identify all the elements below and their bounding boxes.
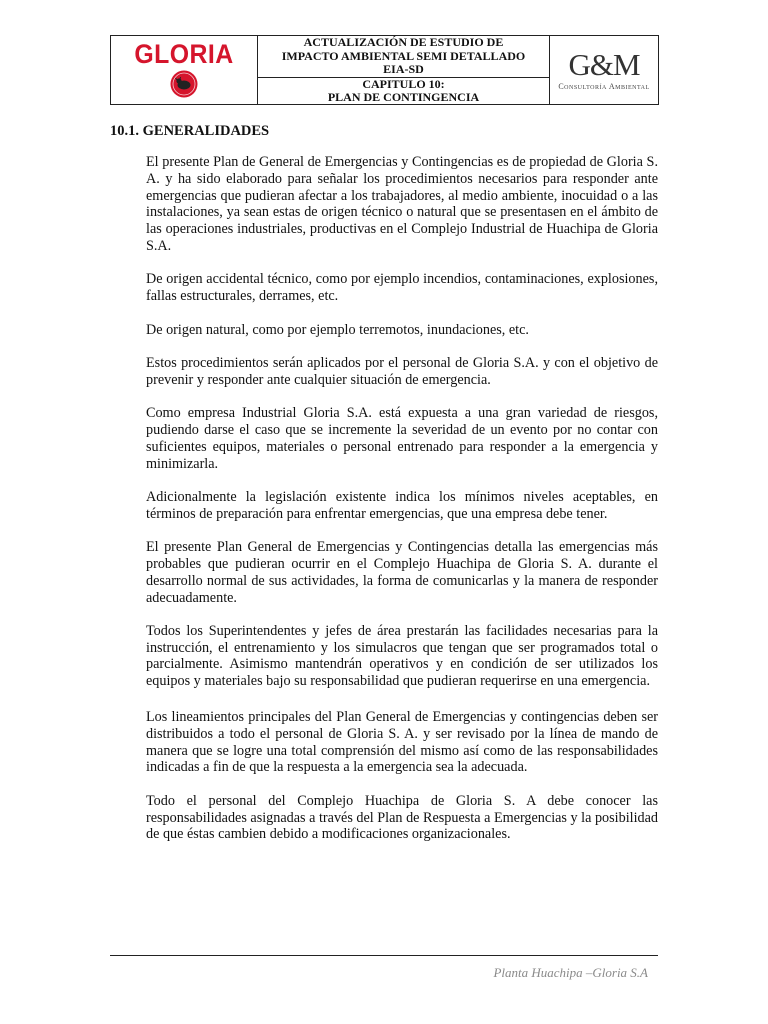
- paragraph: El presente Plan de General de Emergencias y Contingencias es de propiedad de Gloria S. A. y ha sido elaborado para señalar los procedimientos necesarios para responder ante emergencias que pudieran afectar a los trabajadores, al medio ambiente, inocuidad o a las instalaciones, ya sean estas de origen técnico o natural que se presentasen en el ámbito de las operaciones industriales, productivas en el Complejo Industrial de Huachipa de Gloria S.A.: [146, 154, 658, 254]
- section-heading: 10.1. GENERALIDADES: [110, 123, 270, 139]
- header-title-cell: [258, 36, 550, 104]
- chapter-title: [258, 78, 549, 104]
- paragraph: Todos los Superintendentes y jefes de área prestarán las facilidades necesarias para la instrucción, el entrenamiento y los simulacros que tengan que ser programados total o parcialmente. Asimismo mantendrán operativos y en condición de ser utilizados los equipos y materiales bajo su responsabilidad que pudieran requerirse en una emergencia.: [146, 622, 658, 690]
- footer-caption: Planta Huachipa –Gloria S.A: [493, 965, 648, 980]
- gloria-seal-icon: [169, 69, 199, 99]
- chapter-number: CAPITULO 10:: [362, 77, 445, 91]
- gm-wordmark: G&M: [568, 46, 640, 82]
- gloria-wordmark: GLORIA: [134, 39, 234, 69]
- paragraph: Todo el personal del Complejo Huachipa de Gloria S. A debe conocer las responsabilidades asignadas a través del Plan de Respuesta a Emergencias y la posibilidad de que éstas cambien debido a modificaciones organizacionales.: [146, 792, 658, 843]
- paragraph: Los lineamientos principales del Plan General de Emergencias y contingencias deben ser distribuidos a todo el personal de Gloria S. A. y ser revisado por la línea de mando de manera que se logre una total comprensión del mismo así como de las responsabilidades indicadas a fin de que la respuesta a la emergencia sea la adecuada.: [146, 709, 658, 776]
- study-title-line: ACTUALIZACIÓN DE ESTUDIO DE: [303, 35, 504, 50]
- chapter-name: PLAN DE CONTINGENCIA: [327, 90, 480, 104]
- gm-subtitle: Consultoría Ambiental: [558, 81, 650, 91]
- footer-divider: [110, 955, 658, 956]
- gm-logo: [550, 36, 658, 104]
- study-title-line: EIA-SD: [383, 62, 424, 77]
- study-title: [258, 36, 549, 78]
- paragraph: De origen accidental técnico, como por ejemplo incendios, contaminaciones, explosiones, fallas estructurales, derrames, etc.: [146, 271, 658, 305]
- body-content: [146, 154, 658, 860]
- paragraph: De origen natural, como por ejemplo terremotos, inundaciones, etc.: [146, 321, 529, 338]
- study-title-line: IMPACTO AMBIENTAL SEMI DETALLADO: [281, 48, 526, 63]
- document-header: [110, 35, 659, 105]
- gloria-logo: [111, 36, 258, 104]
- paragraph: Como empresa Industrial Gloria S.A. está expuesta a una gran variedad de riesgos, pudiendo darse el caso que se incremente la severidad de un evento por no contar con suficientes equipos, materiales o personal entrenado para responder a la emergencia y minimizarla.: [146, 405, 658, 472]
- paragraph: Estos procedimientos serán aplicados por el personal de Gloria S.A. y con el objetivo de prevenir y responder ante cualquier situación de emergencia.: [146, 354, 658, 388]
- paragraph: El presente Plan General de Emergencias y Contingencias detalla las emergencias más probables que pudieran ocurrir en el Complejo Huachipa de Gloria S. A. durante el desarrollo normal de sus actividades, la forma de comunicarlas y la manera de responder adecuadamente.: [146, 539, 658, 606]
- paragraph: Adicionalmente la legislación existente indica los mínimos niveles aceptables, en términos de preparación para enfrentar emergencias, que una empresa debe tener.: [146, 488, 658, 522]
